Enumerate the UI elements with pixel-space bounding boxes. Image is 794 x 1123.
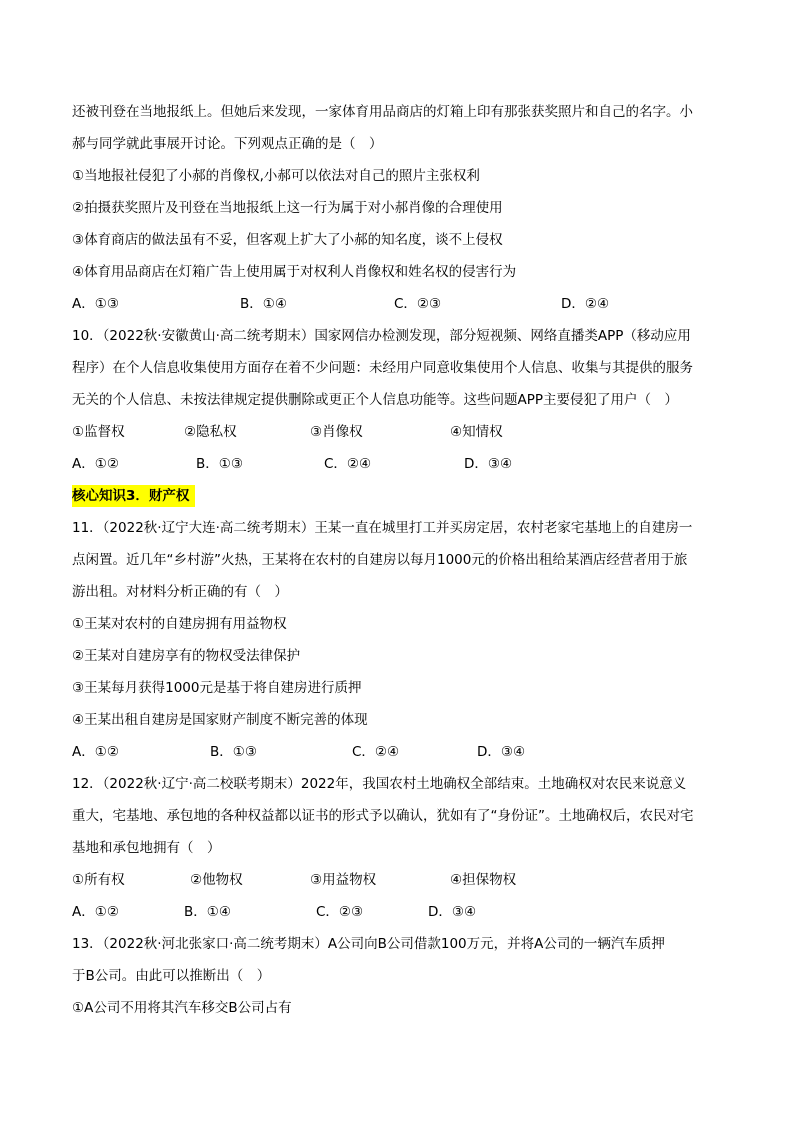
statements-row [72, 864, 724, 896]
answer-options [72, 896, 724, 928]
option-d: D．③④ [477, 744, 526, 760]
option-c: C．②③ [316, 904, 364, 920]
question-13 [72, 928, 724, 1024]
question-12 [72, 768, 724, 928]
option-b: B．①③ [196, 456, 243, 472]
statement-4: ④体育用品商店在灯箱广告上使用属于对权利人肖像权和姓名权的侵害行为 [72, 264, 517, 280]
question-stem-line: 郝与同学就此事展开讨论。下列观点正确的是（ ） [72, 136, 383, 152]
statement-1: ①当地报社侵犯了小郝的肖像权,小郝可以依法对自己的照片主张权利 [72, 168, 480, 184]
section-title: 核心知识3．财产权 [72, 485, 195, 507]
statement-3: ③用益物权 [310, 872, 377, 888]
section-header [72, 480, 724, 512]
option-b: B．①④ [240, 296, 287, 312]
statement-2: ②隐私权 [184, 424, 237, 440]
option-d: D．③④ [428, 904, 477, 920]
document-page [72, 96, 724, 1024]
option-b: B．①③ [210, 744, 257, 760]
question-9 [72, 96, 724, 320]
statement-3: ③体育商店的做法虽有不妥，但客观上扩大了小郝的知名度，谈不上侵权 [72, 232, 503, 248]
statement-3: ③肖像权 [310, 424, 363, 440]
question-stem-line: 12．（2022秋·辽宁·高二校联考期末）2022年，我国农村土地确权全部结束。土地确权对农民来说意义 [72, 776, 687, 792]
question-10 [72, 320, 724, 480]
statement-2: ②拍摄获奖照片及刊登在当地报纸上这一行为属于对小郝肖像的合理使用 [72, 200, 503, 216]
option-c: C．②④ [352, 744, 400, 760]
option-c: C．②③ [394, 296, 442, 312]
option-a: A．①② [72, 744, 119, 760]
question-stem-line: 程序）在个人信息收集使用方面存在着不少问题：未经用户同意收集使用个人信息、收集与其提供的服务 [72, 360, 693, 376]
question-stem-line: 10．（2022秋·安徽黄山·高二统考期末）国家网信办检测发现，部分短视频、网络直播类APP（移动应用 [72, 328, 691, 344]
question-11 [72, 512, 724, 768]
question-stem-line: 无关的个人信息、未按法律规定提供删除或更正个人信息功能等。这些问题APP主要侵犯了用户（ ） [72, 392, 679, 408]
option-c: C．②④ [324, 456, 372, 472]
statement-1: ①所有权 [72, 872, 125, 888]
statement-3: ③王某每月获得1000元是基于将自建房进行质押 [72, 680, 362, 696]
question-stem-line: 还被刊登在当地报纸上。但她后来发现，一家体育用品商店的灯箱上印有那张获奖照片和自己的名字。小 [72, 104, 693, 120]
statements-row [72, 416, 724, 448]
option-a: A．①③ [72, 296, 119, 312]
question-stem-line: 点闲置。近几年“乡村游”火热，王某将在农村的自建房以每月1000元的价格出租给某酒店经营者用于旅 [72, 552, 688, 568]
question-stem-line: 于B公司。由此可以推断出（ ） [72, 968, 271, 984]
statement-1: ①监督权 [72, 424, 125, 440]
option-b: B．①④ [184, 904, 231, 920]
answer-options [72, 448, 724, 480]
statement-4: ④知情权 [450, 424, 503, 440]
statement-1: ①A公司不用将其汽车移交B公司占有 [72, 1000, 292, 1016]
option-d: D．②④ [561, 296, 610, 312]
statement-4: ④担保物权 [450, 872, 517, 888]
answer-options [72, 736, 724, 768]
answer-options [72, 288, 724, 320]
question-stem-line: 13．（2022秋·河北张家口·高二统考期末）A公司向B公司借款100万元，并将A公司的一辆汽车质押 [72, 936, 665, 952]
option-a: A．①② [72, 456, 119, 472]
statement-4: ④王某出租自建房是国家财产制度不断完善的体现 [72, 712, 368, 728]
option-a: A．①② [72, 904, 119, 920]
statement-1: ①王某对农村的自建房拥有用益物权 [72, 616, 287, 632]
statement-2: ②他物权 [190, 872, 243, 888]
option-d: D．③④ [464, 456, 513, 472]
question-stem-line: 11．（2022秋·辽宁大连·高二统考期末）王某一直在城里打工并买房定居，农村老家宅基地上的自建房一 [72, 520, 693, 536]
question-stem-line: 重大，宅基地、承包地的各种权益都以证书的形式予以确认，犹如有了“身份证”。土地确权后，农民对宅 [72, 808, 694, 824]
question-stem-line: 基地和承包地拥有（ ） [72, 840, 221, 856]
question-stem-line: 游出租。对材料分析正确的有（ ） [72, 584, 288, 600]
statement-2: ②王某对自建房享有的物权受法律保护 [72, 648, 301, 664]
